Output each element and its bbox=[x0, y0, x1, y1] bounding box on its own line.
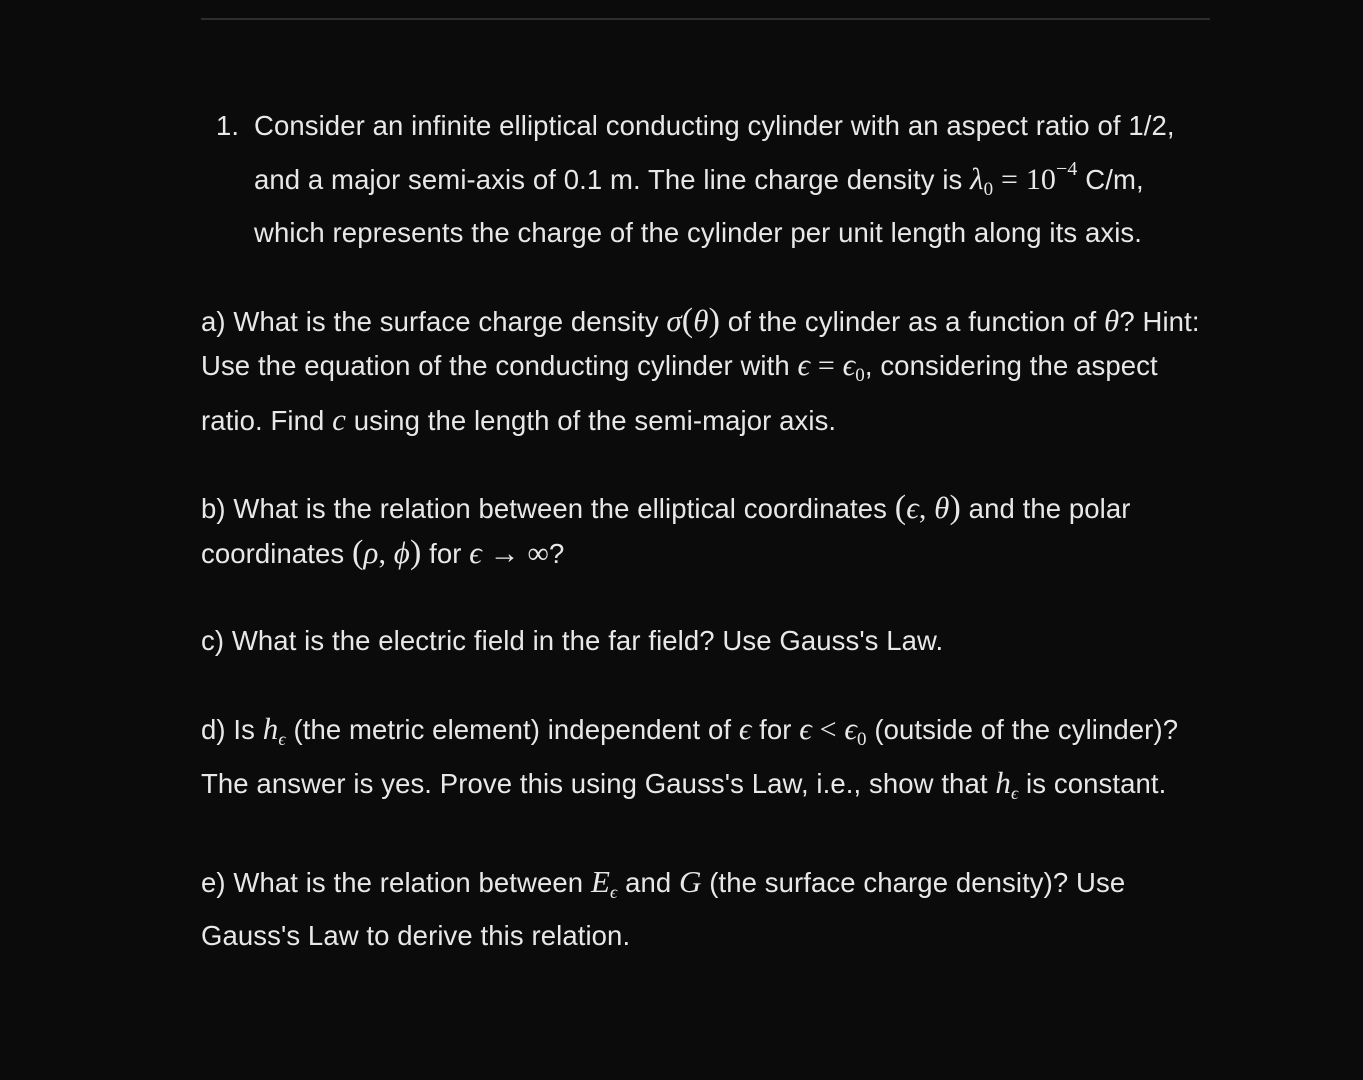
problem-intro-text: Consider an infinite elliptical conducting cylinder with an aspect ratio of 1/2, and a major semi-axis of 0.1 m. The line charge density is bbox=[254, 110, 1175, 195]
lambda-subscript: 0 bbox=[983, 178, 994, 200]
problem-number: 1. bbox=[216, 110, 240, 141]
part-a: a) What is the surface charge density σ(θ) of the cylinder as a function of θ? Hint: Use the equation of the conducting cylinder with $\epsilon = \epsilon_0$, considering the aspect ratio. Find c using the length of the semi-major axis. bbox=[201, 301, 1200, 437]
part-e: e) What is the relation between $E_\epsilon$ and G (the surface charge density)? Use Gauss's Law to derive this relation. bbox=[201, 863, 1126, 951]
top-divider bbox=[201, 18, 1210, 20]
problem-text bbox=[201, 104, 1221, 1002]
part-b: b) What is the relation between the elliptical coordinates (ϵ, θ) and the polar coordinates (ρ, ϕ) for ϵ → ∞? bbox=[201, 489, 1131, 571]
part-d: d) Is $h_\epsilon$ (the metric element) independent of ϵ for $\epsilon < \epsilon_0$ (outside of the cylinder)? The answer is yes. Prove this using Gauss's Law, i.e., show that $h_\epsilon$ is constant. bbox=[201, 710, 1179, 803]
exponent: −4 bbox=[1056, 157, 1078, 180]
problem-statement bbox=[201, 104, 1221, 255]
equals-sign: = bbox=[1001, 162, 1019, 196]
part-c: c) What is the electric field in the far field? Use Gauss's Law. bbox=[201, 625, 944, 656]
lambda-symbol: λ bbox=[970, 160, 984, 196]
ten-base: 10 bbox=[1025, 162, 1057, 196]
problem-intro-text-2: C/m, which represents the charge of the cylinder per unit length along its axis. bbox=[254, 163, 1144, 248]
